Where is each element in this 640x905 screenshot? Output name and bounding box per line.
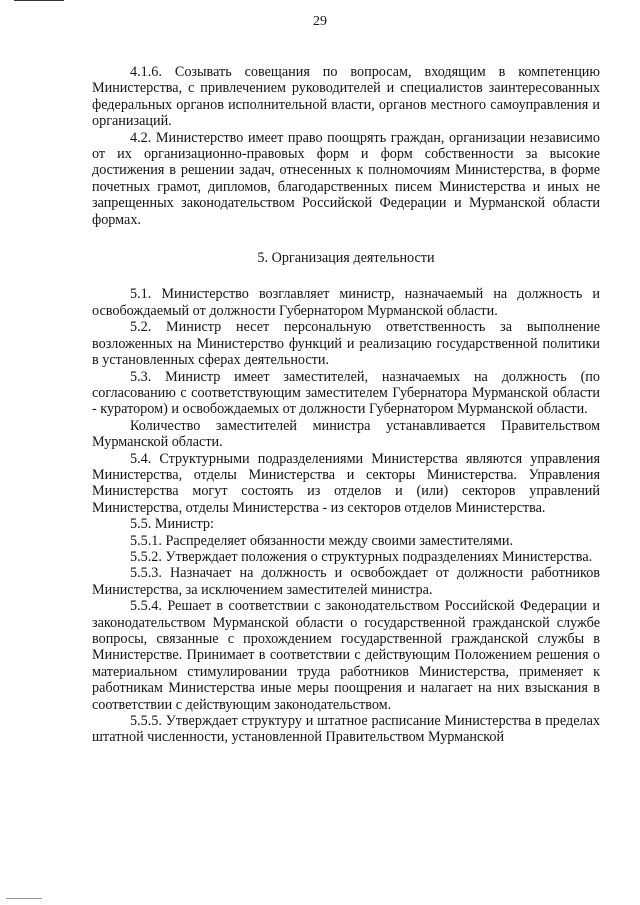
scan-edge-mark — [14, 0, 64, 4]
paragraph-5-4: 5.4. Структурными подразделениями Министерства являются управления Министерства, отделы Министерства и секторы Министерства. Управления Министерства могут состоять из отделов и (или) секторов управлений Министерства, отделы Министерства - из секторов отделов Министерства. — [92, 450, 600, 516]
document-body — [92, 64, 600, 746]
paragraph-deputies-count: Количество заместителей министра устанавливается Правительством Мурманской области. — [92, 417, 600, 451]
paragraph-4-1-6: 4.1.6. Созывать совещания по вопросам, входящим в компетенцию Министерства, с привлечением руководителей и специалистов заинтересованных федеральных органов исполнительной власти, органов местного самоуправления и организаций. — [92, 64, 600, 130]
paragraph-5-5-4: 5.5.4. Решает в соответствии с законодательством Российской Федерации и законодательством Мурманской области о государственной гражданской службе вопросы, связанные с прохождением государственной гражданской службы в Министерстве. Принимает в соответствии с действующим Положением решения о материальном стимулировании труда работников Министерства, применяет к работникам Министерства иные меры поощрения и налагает на них взыскания в соответствии с действующим законодательством. — [92, 598, 600, 713]
paragraph-5-1: 5.1. Министерство возглавляет министр, назначаемый на должность и освобождаемый от должности Губернатором Мурманской области. — [92, 286, 600, 319]
paragraph-5-5-2: 5.5.2. Утверждает положения о структурных подразделениях Министерства. — [130, 548, 593, 565]
paragraph-5-2: 5.2. Министр несет персональную ответственность за выполнение возложенных на Министерство функций и реализацию государственной политики в установленных сферах деятельности. — [92, 319, 600, 369]
scan-edge-mark-bottom — [6, 898, 42, 901]
page-number: 29 — [313, 14, 327, 29]
section-heading: 5. Организация деятельности — [257, 250, 435, 267]
paragraph-4-2: 4.2. Министерство имеет право поощрять граждан, организации независимо от их организационно-правовых форм и форм собственности за высокие достижения в решении задач, отнесенных к полномочиям Министерства, в форме почетных грамот, дипломов, благодарственных писем Министерства и иных не запрещенных законодательством Российской Федерации и Мурманской области формах. — [92, 129, 600, 228]
paragraph-5-5-5: 5.5.5. Утверждает структуру и штатное расписание Министерства в пределах штатной численности, установленной Правительством Мурманской — [92, 713, 600, 746]
paragraph-5-3: 5.3. Министр имеет заместителей, назначаемых на должность (по согласованию с соответствующим заместителем Губернатора Мурманской области - куратором) и освобождаемых от должности Губернатором Мурманской области. — [92, 368, 600, 418]
paragraph-5-5: 5.5. Министр: — [130, 516, 214, 533]
paragraph-5-5-1: 5.5.1. Распределяет обязанности между своими заместителями. — [130, 532, 514, 549]
paragraph-5-5-3: 5.5.3. Назначает на должность и освобождает от должности работников Министерства, за исключением заместителей министра. — [92, 565, 600, 598]
